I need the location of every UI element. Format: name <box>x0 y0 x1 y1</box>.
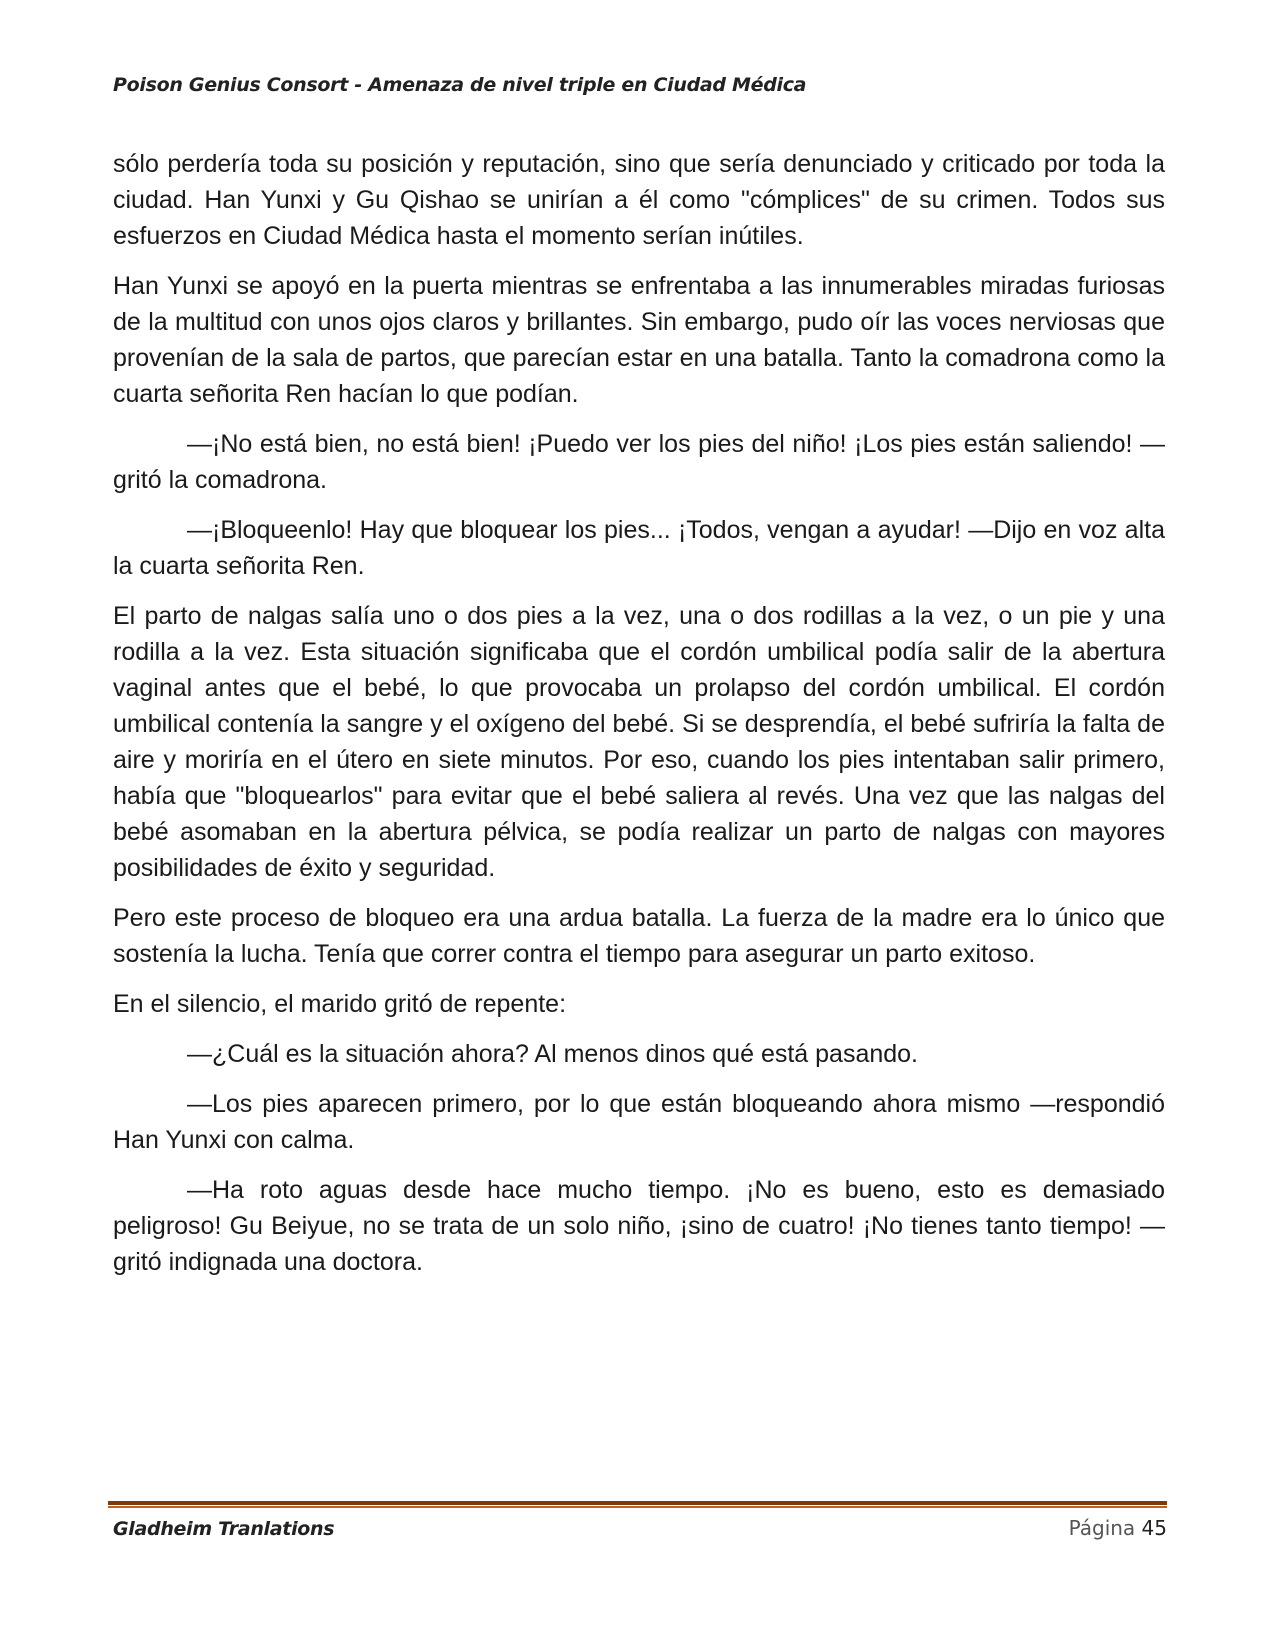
body-text <box>113 146 1165 1294</box>
footer-publisher: Gladheim Tranlations <box>113 1518 335 1540</box>
footer-divider <box>108 1501 1167 1509</box>
paragraph: sólo perdería toda su posición y reputación, sino que sería denunciado y criticado por toda la ciudad. Han Yunxi y Gu Qishao se unirían a él como "cómplices" de su crimen. Todos sus esfuerzos en Ciudad Médica hasta el momento serían inútiles. <box>113 150 1165 250</box>
dialogue-paragraph: —¿Cuál es la situación ahora? Al menos dinos qué está pasando. <box>187 1040 919 1068</box>
dialogue-paragraph: —¡No está bien, no está bien! ¡Puedo ver los pies del niño! ¡Los pies están saliendo! —gritó la comadrona. <box>113 430 1165 494</box>
dialogue-paragraph: —¡Bloqueenlo! Hay que bloquear los pies... ¡Todos, vengan a ayudar! —Dijo en voz alta la cuarta señorita Ren. <box>113 516 1165 580</box>
dialogue-paragraph: —Ha roto aguas desde hace mucho tiempo. ¡No es bueno, esto es demasiado peligroso! Gu Beiyue, no se trata de un solo niño, ¡sino de cuatro! ¡No tienes tanto tiempo! —gritó indignada una doctora. <box>113 1176 1165 1276</box>
page-header-title: Poison Genius Consort - Amenaza de nivel triple en Ciudad Médica <box>113 74 807 96</box>
paragraph: Pero este proceso de bloqueo era una ardua batalla. La fuerza de la madre era lo único que sostenía la lucha. Tenía que correr contra el tiempo para asegurar un parto exitoso. <box>113 904 1165 968</box>
paragraph: En el silencio, el marido gritó de repente: <box>113 990 567 1018</box>
page-number-block <box>1069 1516 1167 1540</box>
paragraph: El parto de nalgas salía uno o dos pies a la vez, una o dos rodillas a la vez, o un pie y una rodilla a la vez. Esta situación significaba que el cordón umbilical podía salir de la abertura vaginal antes que el bebé, lo que provocaba un prolapso del cordón umbilical. El cordón umbilical contenía la sangre y el oxígeno del bebé. Si se desprendía, el bebé sufriría la falta de aire y moriría en el útero en siete minutos. Por eso, cuando los pies intentaban salir primero, había que "bloquearlos" para evitar que el bebé saliera al revés. Una vez que las nalgas del bebé asomaban en la abertura pélvica, se podía realizar un parto de nalgas con mayores posibilidades de éxito y seguridad. <box>113 602 1165 882</box>
footer-divider-thin <box>108 1506 1167 1508</box>
page-label: Página <box>1068 1516 1136 1540</box>
dialogue-paragraph: —Los pies aparecen primero, por lo que están bloqueando ahora mismo —respondió Han Yunxi con calma. <box>113 1090 1165 1154</box>
page-number: 45 <box>1141 1516 1167 1540</box>
paragraph: Han Yunxi se apoyó en la puerta mientras se enfrentaba a las innumerables miradas furiosas de la multitud con unos ojos claros y brillantes. Sin embargo, pudo oír las voces nerviosas que provenían de la sala de partos, que parecían estar en una batalla. Tanto la comadrona como la cuarta señorita Ren hacían lo que podían. <box>113 272 1165 408</box>
